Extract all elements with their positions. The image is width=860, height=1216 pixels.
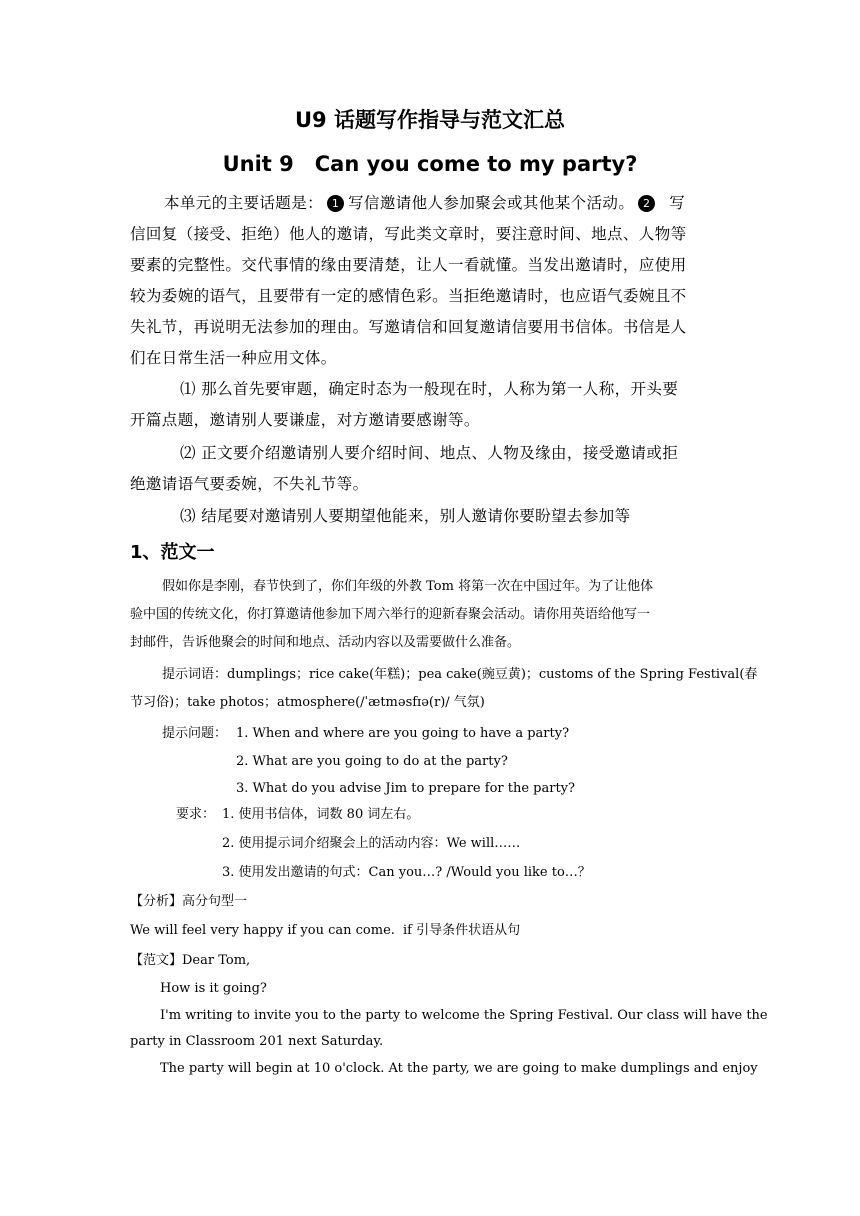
analysis-label: 【分析】高分句型一 xyxy=(130,894,248,909)
sample-line-3: party in Classroom 201 next Saturday. xyxy=(130,1034,384,1049)
sample-line-4: The party will begin at 10 o'clock. At the party, we are going to make dumplings and enjoy xyxy=(160,1061,758,1076)
intro-line-4: 较为委婉的语气，且要带有一定的感情色彩。当拒绝邀请时，也应语气委婉且不 xyxy=(130,287,687,305)
intro-line-5: 失礼节，再说明无法参加的理由。写邀请信和回复邀请信要用书信体。书信是人 xyxy=(130,318,687,336)
sample-line-1: How is it going? xyxy=(160,981,267,996)
step-2-line-2: 绝邀请语气要委婉，不失礼节等。 xyxy=(130,475,369,493)
prompt-line-2: 验中国的传统文化，你打算邀请他参加下周六举行的迎新春聚会活动。请你用英语给他写一 xyxy=(130,607,651,622)
requirements-label: 要求： xyxy=(176,807,216,822)
sample-line-2: I'm writing to invite you to the party to welcome the Spring Festival. Our class will have the xyxy=(160,1008,768,1023)
requirement-1: 1. 使用书信体，词数 80 词左右。 xyxy=(222,807,420,822)
intro-text: 写 xyxy=(669,194,686,212)
section-heading: 1、范文一 xyxy=(130,542,215,563)
step-1-line-2: 开篇点题，邀请别人要谦虚，对方邀请要感谢等。 xyxy=(130,411,480,429)
hint-question-3: 3. What do you advise Jim to prepare for the party? xyxy=(236,781,575,796)
page-title: U9 话题写作指导与范文汇总 xyxy=(295,108,565,132)
analysis-sentence: We will feel very happy if you can come. xyxy=(130,923,395,938)
prompt-line-1: 假如你是李刚，春节快到了，你们年级的外教 Tom 将第一次在中国过年。为了让他体 xyxy=(162,579,654,594)
intro-text: 本单元的主要话题是： xyxy=(164,194,324,212)
intro-line-1 xyxy=(164,193,685,213)
step-1-line-1: ⑴ 那么首先要审题，确定时态为一般现在时，人称为第一人称，开头要 xyxy=(180,380,679,398)
requirement-3: 3. 使用发出邀请的句式：Can you…? /Would you like to…？ xyxy=(222,865,591,880)
hint-words-line-1: 提示词语：dumplings；rice cake(年糕)；pea cake(豌豆黄)；customs of the Spring Festival(春 xyxy=(162,667,758,682)
intro-text: 写信邀请他人参加聚会或其他某个活动。 xyxy=(348,194,635,212)
intro-line-6: 们在日常生活一种应用文体。 xyxy=(130,349,337,367)
step-2-line-1: ⑵ 正文要介绍邀请别人要介绍时间、地点、人物及缘由，接受邀请或拒 xyxy=(180,444,679,462)
prompt-line-3: 封邮件，告诉他聚会的时间和地点、活动内容以及需要做什么准备。 xyxy=(130,635,521,650)
step-3-line-1: ⑶ 结尾要对邀请别人要期望他能来，别人邀请你要盼望去参加等 xyxy=(180,507,631,525)
intro-line-2: 信回复（接受、拒绝）他人的邀请，写此类文章时，要注意时间、地点、人物等 xyxy=(130,225,687,243)
intro-line-3: 要素的完整性。交代事情的缘由要清楚，让人一看就懂。当发出邀请时，应使用 xyxy=(130,256,687,274)
hint-questions-label: 提示问题： xyxy=(162,726,228,741)
unit-title: Unit 9 Can you come to my party? xyxy=(222,152,638,176)
number-marker-2: 2 xyxy=(638,195,655,212)
hint-question-2: 2. What are you going to do at the party? xyxy=(236,754,508,769)
hint-words-line-2: 节习俗)；take photos；atmosphere(/ˈætməsfɪə(r)/ 气氛) xyxy=(130,695,485,710)
analysis-note: if 引导条件状语从句 xyxy=(403,923,521,938)
sample-label: 【范文】Dear Tom, xyxy=(130,953,251,968)
number-marker-1: 1 xyxy=(327,195,344,212)
requirement-2: 2. 使用提示词介绍聚会上的活动内容：We will…… xyxy=(222,836,521,851)
hint-question-1: 1. When and where are you going to have a party? xyxy=(236,726,570,741)
